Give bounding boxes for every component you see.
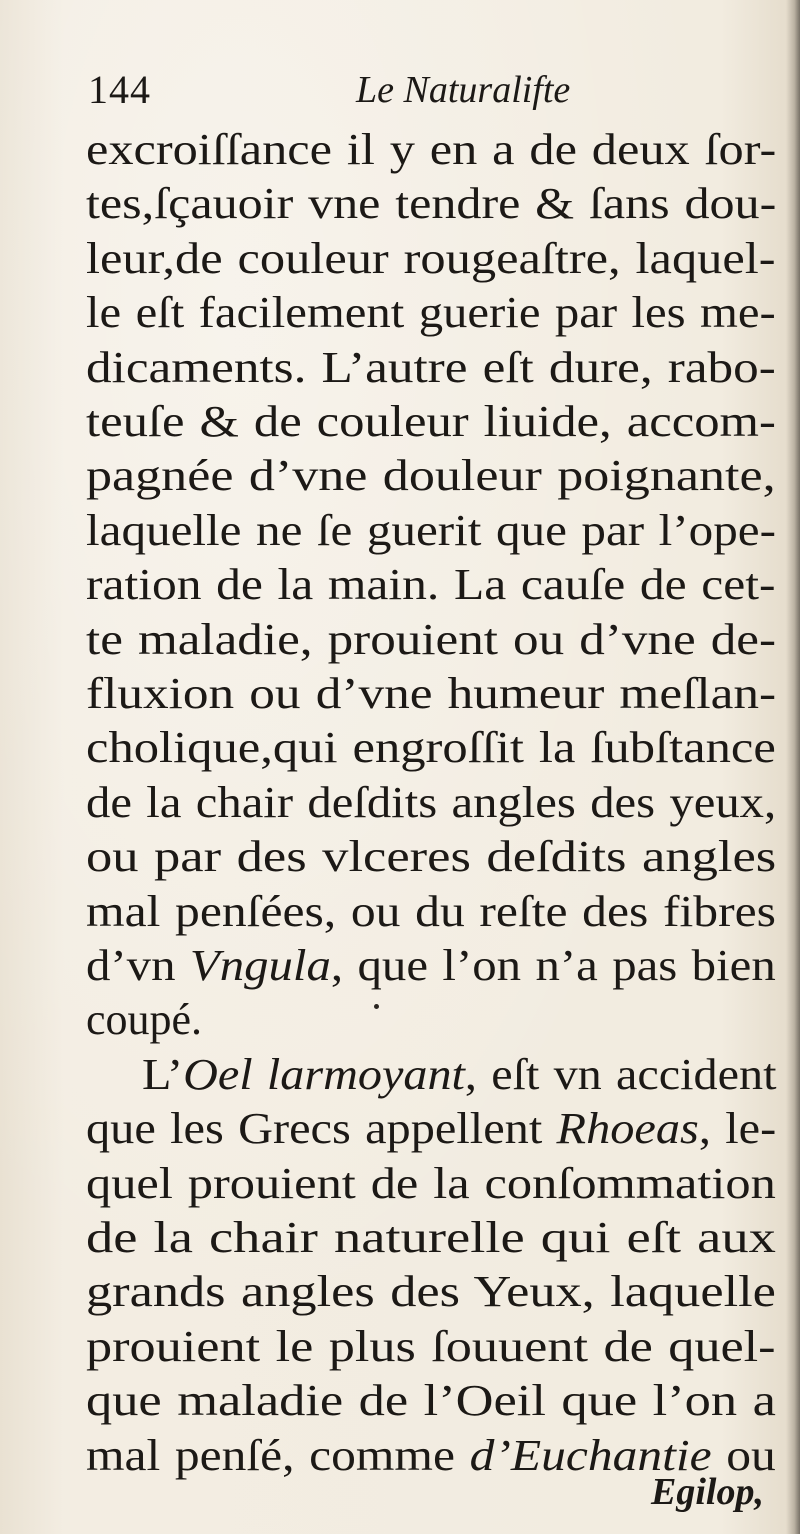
text-segment: , le- — [698, 1104, 777, 1154]
page-header — [84, 66, 774, 120]
text-line — [142, 1045, 777, 1105]
text-segment: leur,de couleur rougeaſtre, laquel- — [86, 233, 776, 283]
text-line — [86, 392, 776, 452]
text-segment: laquelle ne ſe guerit que par l’ope- — [86, 505, 776, 555]
text-segment: ou — [711, 1430, 776, 1480]
ink-speck — [374, 1004, 379, 1009]
text-line — [86, 283, 776, 343]
text-line — [86, 718, 776, 778]
text-segment: tes,ſçauoir vne tendre & ſans dou- — [86, 179, 777, 229]
text-line — [86, 882, 776, 942]
text-segment: cholique,qui engroſſit la ſubſtance — [86, 723, 776, 773]
text-segment: , eſt vn accident — [464, 1049, 777, 1099]
text-segment: excroiſſance il y en a de deux ſor- — [86, 125, 777, 174]
text-segment: teuſe & de couleur liuide, accom- — [86, 397, 776, 446]
text-line — [86, 773, 776, 833]
text-segment: quel prouient de la conſommation — [86, 1158, 776, 1208]
text-line — [86, 827, 776, 887]
text-line — [86, 1371, 776, 1431]
text-segment: de la chair deſdits angles des yeux, — [86, 777, 777, 827]
italic-term: Oel larmoyant — [183, 1049, 465, 1099]
text-segment: dicaments. L’autre eſt dure, rabo- — [86, 342, 776, 392]
text-segment: ration de la main. La cauſe de cet- — [86, 560, 776, 610]
text-segment: de la chair naturelle qui eſt aux — [86, 1213, 776, 1262]
text-segment: que maladie de l’Oeil que l’on a — [86, 1376, 776, 1426]
text-segment: que les Grecs appellent — [86, 1104, 557, 1154]
text-line — [86, 610, 776, 670]
text-line — [86, 229, 776, 289]
italic-term: d’Euchantie — [469, 1430, 712, 1480]
page-number: 144 — [88, 67, 151, 112]
text-line — [86, 1317, 776, 1377]
text-segment: mal penſé, comme — [86, 1430, 470, 1480]
text-segment: te maladie, prouient ou d’vne de- — [86, 614, 777, 664]
text-segment: le eſt facilement guerie par les me- — [86, 288, 776, 338]
text-line — [86, 1262, 776, 1322]
text-segment: pagnée d’vne douleur poignante, — [86, 451, 776, 501]
text-line — [86, 936, 776, 996]
text-segment: coupé. — [86, 995, 203, 1045]
text-segment: grands angles des Yeux, laquelle — [86, 1267, 776, 1317]
italic-term: Rhoeas — [556, 1104, 699, 1154]
page-edge-shadow — [786, 0, 800, 1534]
text-segment: fluxion ou d’vne humeur meſlan- — [86, 669, 777, 718]
text-segment: d’vn — [86, 941, 190, 990]
text-segment: L’ — [142, 1049, 184, 1099]
text-line — [86, 990, 202, 1050]
text-line — [86, 174, 776, 234]
text-line — [86, 501, 776, 561]
text-line — [86, 338, 776, 398]
text-line — [86, 1099, 776, 1159]
text-segment: ou par des vlceres deſdits angles — [86, 832, 777, 882]
text-line — [86, 120, 776, 180]
text-segment: prouient le plus ſouuent de quel- — [86, 1321, 776, 1371]
text-line — [86, 664, 776, 724]
catchword: Egilop, — [651, 1471, 764, 1513]
text-line — [86, 1154, 776, 1214]
italic-term: Vngula — [189, 941, 331, 990]
text-line — [86, 446, 776, 506]
text-line — [86, 555, 776, 615]
text-line — [86, 1208, 776, 1268]
running-title: Le Naturalifte — [356, 69, 571, 111]
text-segment: , que l’on n’a pas bien — [330, 941, 776, 990]
text-segment: mal penſées, ou du reſte des fibres — [86, 886, 776, 936]
